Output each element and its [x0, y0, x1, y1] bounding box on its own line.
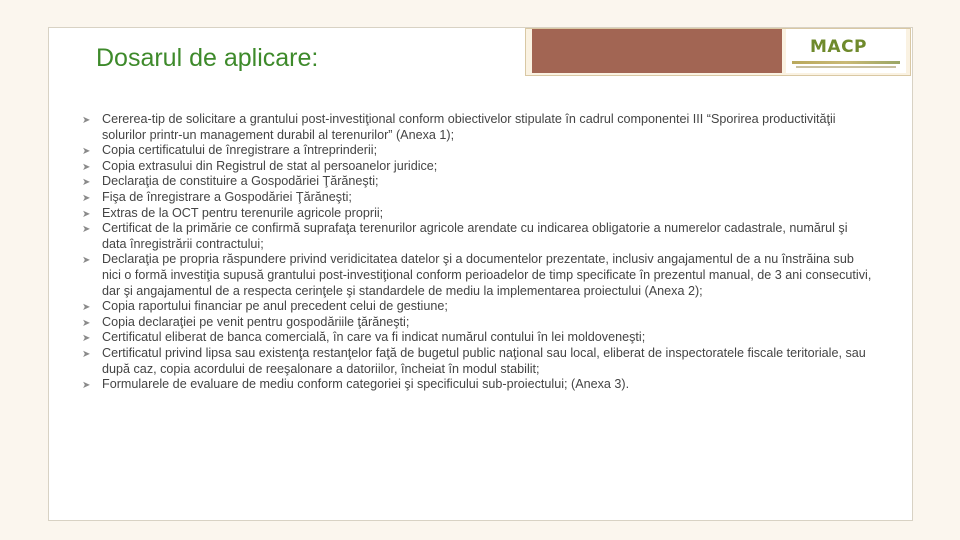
list-item [82, 330, 872, 346]
arrow-bullet-icon: ➤ [82, 192, 91, 204]
logo [786, 29, 906, 73]
list-item [82, 174, 872, 190]
arrow-bullet-icon: ➤ [82, 380, 91, 392]
list-item-text: Certificatul eliberat de banca comercială, în care va fi indicat numărul contului în lei moldoveneşti; [102, 330, 646, 345]
list-item-text: Copia extrasului din Registrul de stat al persoanelor juridice; [102, 158, 438, 173]
list-item [82, 190, 872, 206]
header-color-block [532, 29, 782, 73]
list-item [82, 206, 872, 222]
arrow-bullet-icon: ➤ [82, 302, 91, 314]
arrow-bullet-icon: ➤ [82, 255, 91, 267]
arrow-bullet-icon: ➤ [82, 333, 91, 345]
top-background-band [0, 0, 960, 27]
list-item-text: Certificatul privind lipsa sau existenţa restanţelor faţă de bugetul public naţional sau local, eliberat de inspectoratele fiscale teritoriale, sau după caz, copia acordului de reeşalonare a datoriilor, încheiat în modul stabilit; [102, 345, 866, 376]
arrow-bullet-icon: ➤ [82, 348, 91, 360]
list-item [82, 159, 872, 175]
document-list [82, 112, 872, 393]
arrow-bullet-icon: ➤ [82, 177, 91, 189]
arrow-bullet-icon: ➤ [82, 208, 91, 220]
list-item [82, 299, 872, 315]
list-item-text: Copia declaraţiei pe venit pentru gospodăriile ţărăneşti; [102, 314, 410, 329]
arrow-bullet-icon: ➤ [82, 224, 91, 236]
logo-wordmark: MACP [810, 37, 868, 57]
left-background-band [0, 0, 48, 540]
logo-tagline-line [796, 66, 896, 68]
list-item [82, 252, 872, 299]
logo-underline [792, 61, 900, 64]
slide-title: Dosarul de aplicare: [96, 44, 319, 72]
header-banner [525, 28, 911, 76]
arrow-bullet-icon: ➤ [82, 115, 91, 126]
list-item-text: Extras de la OCT pentru terenurile agricole proprii; [102, 205, 384, 220]
list-item-text: Declaraţia de constituire a Gospodăriei Ţărăneşti; [102, 174, 379, 189]
right-background-band [913, 0, 960, 540]
list-item-text: Formularele de evaluare de mediu conform categoriei şi specificului sub-proiectului; (Anexa 3). [102, 377, 630, 392]
list-item [82, 377, 872, 393]
list-item-text: Fişa de înregistrare a Gospodăriei Ţărăneşti; [102, 189, 352, 204]
list-item [82, 221, 872, 252]
list-item-text: Declaraţia pe propria răspundere privind veridicitatea datelor şi a documentelor prezentate, inclusiv angajamentul de a nu înstrăina sub nici o formă investiţia supusă grantului post-investiţional conform perioadelor de timp specificate în prezentul manual, de 3 ani consecutivi, dar şi angajamentul de a respecta cerinţele şi standardele de mediu la implementarea proiectului (Anexa 2); [102, 252, 872, 298]
arrow-bullet-icon: ➤ [82, 146, 91, 158]
list-item [82, 346, 872, 377]
list-item-text: Certificat de la primărie ce confirmă suprafaţa terenurilor agricole arendate cu indicarea obligatorie a numerelor cadastrale, numărul şi data înregistrării contractului; [102, 221, 848, 251]
list-item [82, 315, 872, 331]
list-item [82, 112, 872, 143]
list-item-text: Cererea-tip de solicitare a grantului post-investiţional conform obiectivelor stipulate în cadrul componentei III “Sporirea productivităţii solurilor printr-un management durabil al terenurilor” (Anexa 1); [102, 112, 836, 142]
bottom-background-band [0, 521, 960, 540]
arrow-bullet-icon: ➤ [82, 317, 91, 329]
list-item-text: Copia certificatului de înregistrare a întreprinderii; [102, 143, 378, 158]
list-item [82, 143, 872, 159]
arrow-bullet-icon: ➤ [82, 161, 91, 173]
list-item-text: Copia raportului financiar pe anul precedent celui de gestiune; [102, 299, 448, 314]
